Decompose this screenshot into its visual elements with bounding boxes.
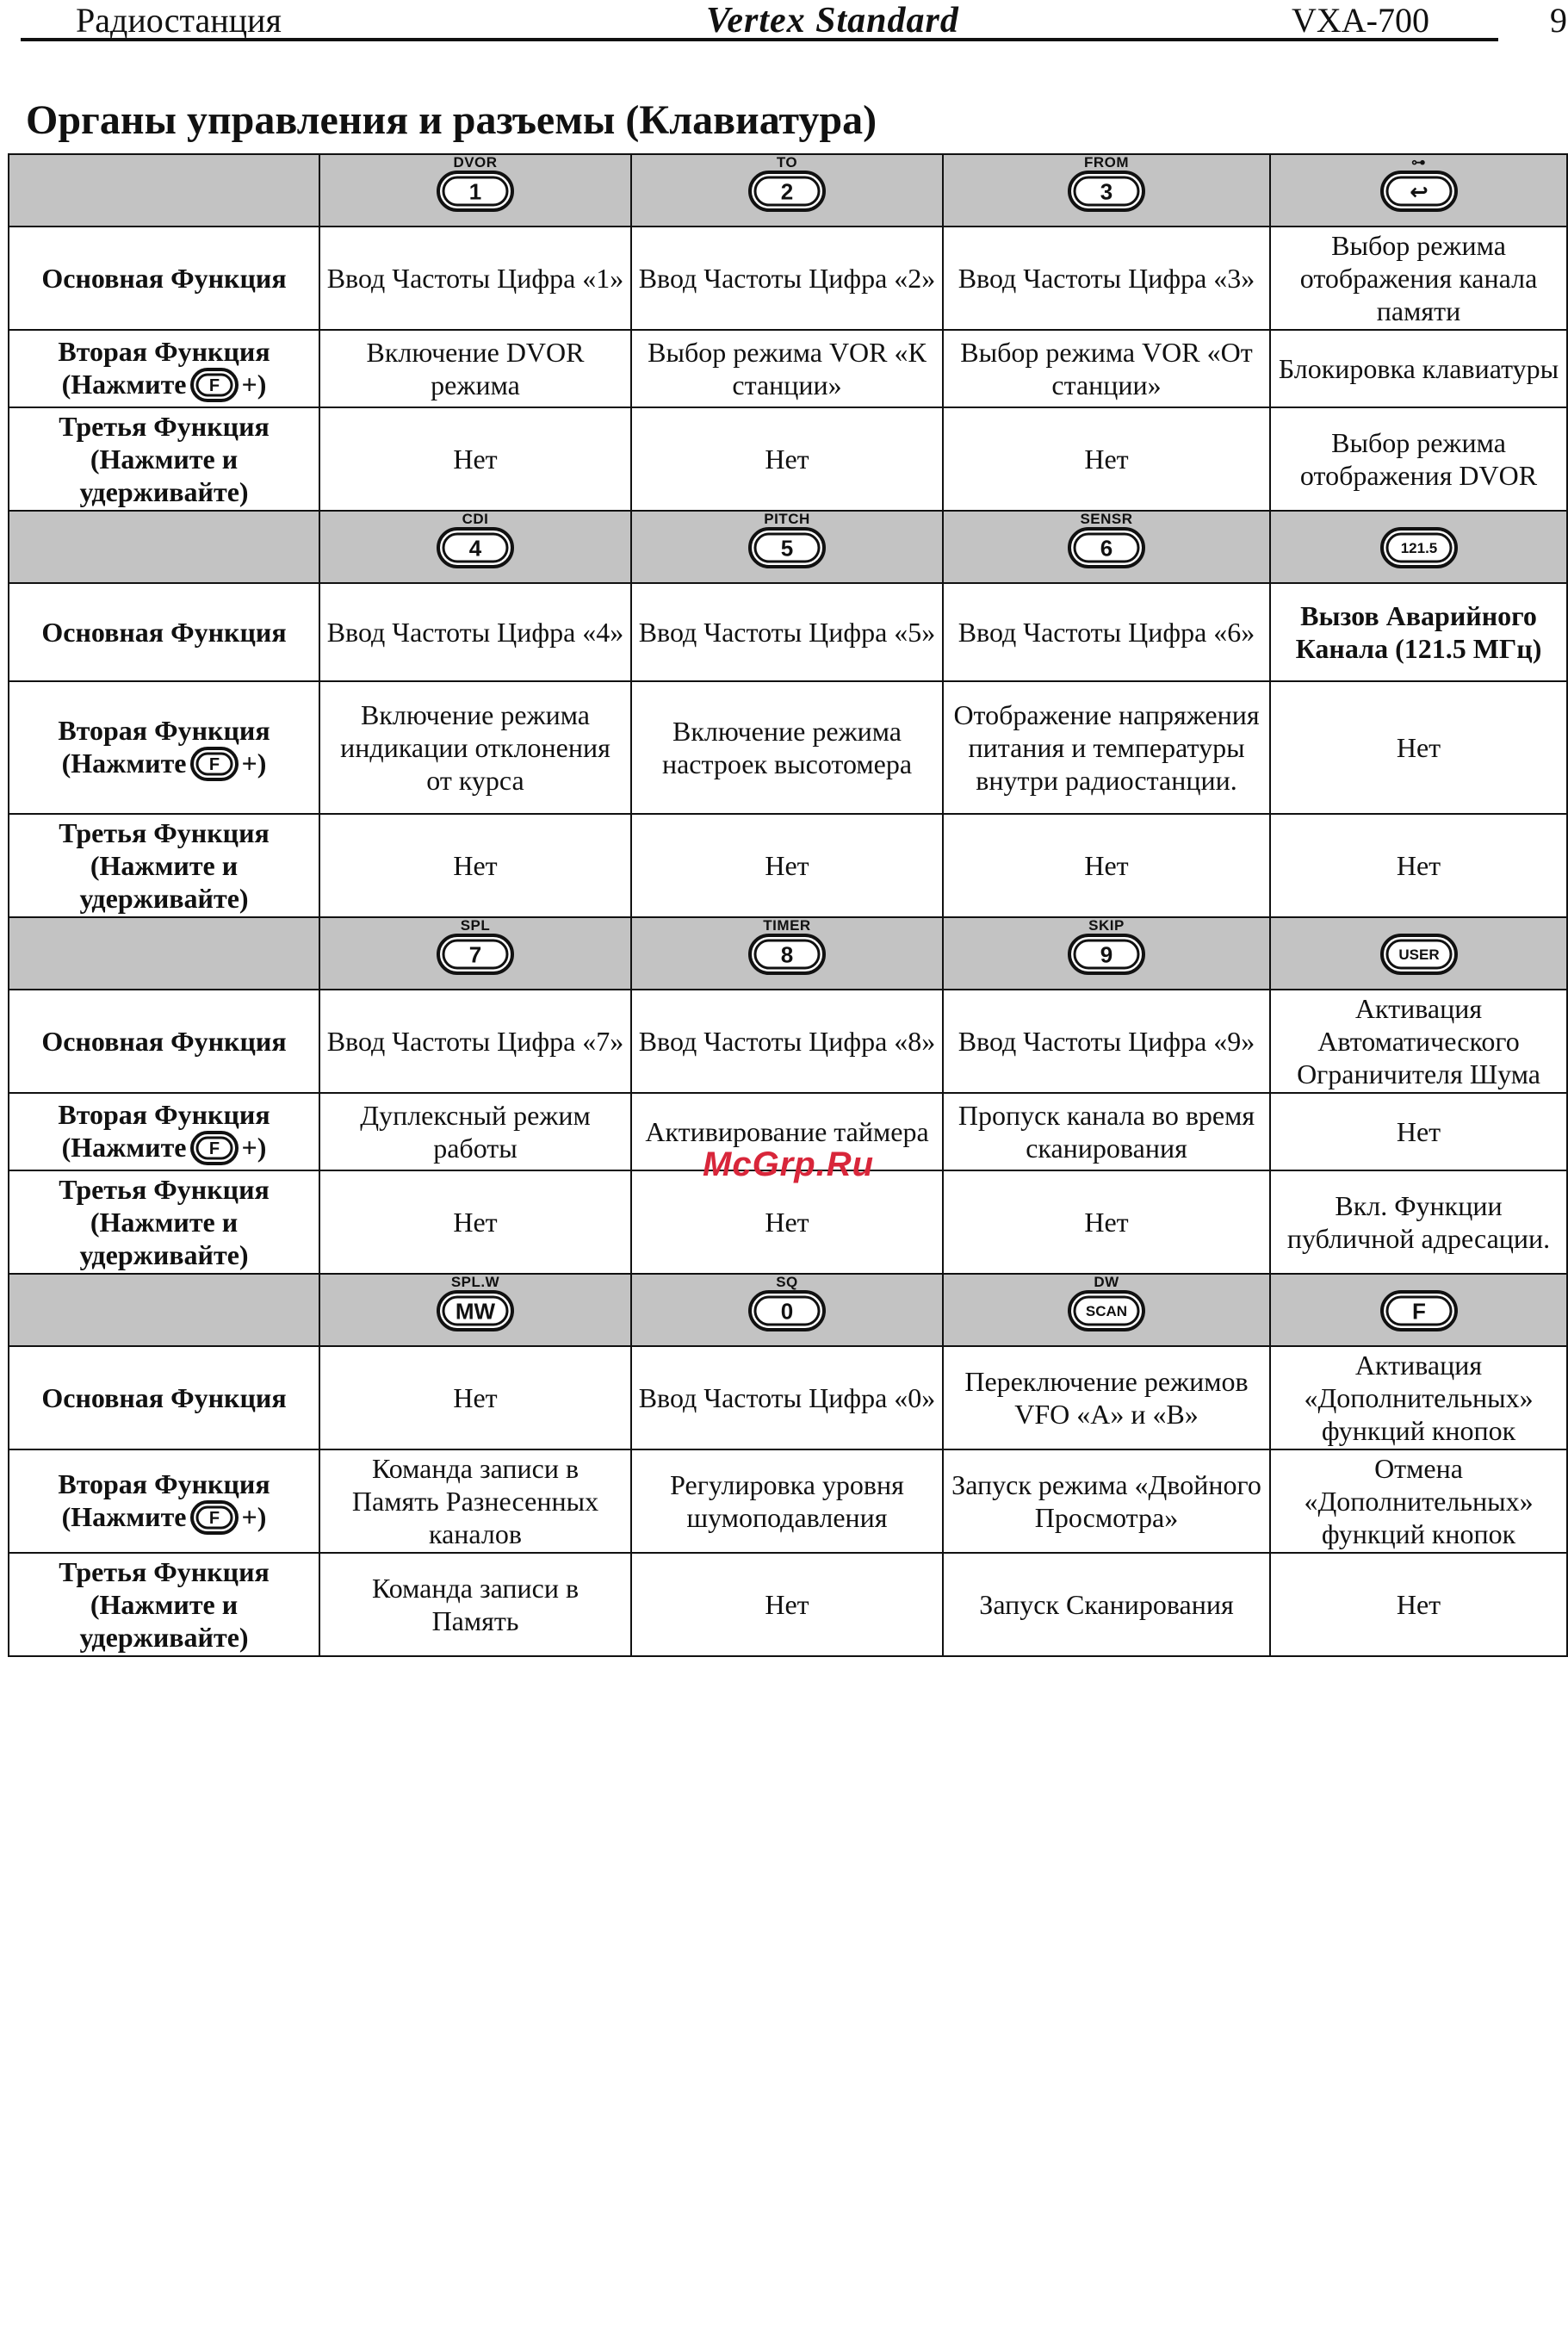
key-secondary-label: ⊶ xyxy=(1410,154,1427,171)
key-secondary-label: TO xyxy=(776,154,798,171)
key-secondary-label: SKIP xyxy=(1088,917,1125,934)
row-label-third-hold: удерживайте) xyxy=(79,1239,249,1270)
row-label-plus-text: +) xyxy=(241,1501,267,1533)
main-function-cell: Ввод Частоты Цифра «1» xyxy=(319,227,631,330)
main-function-cell: Ввод Частоты Цифра «8» xyxy=(631,990,943,1093)
keycap-shape xyxy=(1380,171,1458,212)
third-function-cell: Нет xyxy=(631,814,943,917)
keycap-label: MW xyxy=(455,1298,496,1325)
keycap-label: F xyxy=(208,1139,220,1159)
main-function-cell: Ввод Частоты Цифра «0» xyxy=(631,1346,943,1449)
key-button-icon xyxy=(740,918,834,982)
row-label-second-press xyxy=(15,747,313,781)
key-button-icon xyxy=(1372,918,1466,982)
row-label-third-hold: удерживайте) xyxy=(79,476,249,507)
key-cell xyxy=(631,511,943,583)
row-label-third-press: (Нажмите и xyxy=(90,1207,239,1238)
key-secondary-label: DW xyxy=(1094,1274,1119,1290)
keycap-label: 0 xyxy=(780,1298,794,1325)
key-button-icon xyxy=(1059,155,1154,219)
key-button-icon xyxy=(1059,512,1154,575)
main-function-cell: Нет xyxy=(319,1346,631,1449)
f-key-icon xyxy=(190,1131,239,1165)
keycap-shape xyxy=(437,1290,514,1331)
keycap-shape xyxy=(1068,527,1145,568)
key-button-icon xyxy=(428,1275,523,1338)
row-label-second-title: Вторая Функция xyxy=(58,1099,270,1131)
third-function-cell: Нет xyxy=(319,407,631,511)
key-button-icon xyxy=(1059,1275,1154,1338)
third-function-cell: Нет xyxy=(631,1553,943,1656)
keycap-label: 121.5 xyxy=(1400,540,1437,557)
main-function-cell: Ввод Частоты Цифра «6» xyxy=(943,583,1270,681)
key-button-icon xyxy=(428,512,523,575)
keycap-shape xyxy=(190,747,239,781)
row-label-second xyxy=(9,681,319,814)
key-header-blank xyxy=(9,511,319,583)
key-secondary-label: CDI xyxy=(462,511,489,527)
key-cell xyxy=(1270,917,1567,990)
keycap-shape xyxy=(748,934,826,975)
key-cell xyxy=(1270,511,1567,583)
row-label-plus-text: +) xyxy=(241,1132,267,1164)
key-cell xyxy=(319,1274,631,1346)
row-label-third xyxy=(9,814,319,917)
header-brand: Vertex Standard xyxy=(706,1,959,40)
row-label-third-press: (Нажмите и xyxy=(90,444,239,475)
row-label-second-press xyxy=(15,1500,313,1535)
key-cell xyxy=(943,511,1270,583)
keycap-label: 4 xyxy=(468,535,482,562)
row-label-second-press xyxy=(15,368,313,402)
keycap-label: 2 xyxy=(780,178,794,205)
key-header-row xyxy=(9,154,1567,227)
third-function-cell: Нет xyxy=(943,814,1270,917)
row-label-main: Основная Функция xyxy=(9,583,319,681)
keycap-label: F xyxy=(1411,1298,1426,1325)
third-function-cell: Нет xyxy=(943,1170,1270,1274)
keycap-shape xyxy=(190,368,239,402)
key-secondary-label: FROM xyxy=(1083,154,1130,171)
keycap-shape xyxy=(748,1290,826,1331)
second-function-cell: Нет xyxy=(1270,1093,1567,1170)
row-label-third-hold: удерживайте) xyxy=(79,1622,249,1653)
main-function-cell: Ввод Частоты Цифра «9» xyxy=(943,990,1270,1093)
main-function-cell: Вызов Аварийного Канала (121.5 МГц) xyxy=(1270,583,1567,681)
main-function-cell: Переключение режимов VFO «A» и «B» xyxy=(943,1346,1270,1449)
key-button-icon xyxy=(428,918,523,982)
main-function-cell: Ввод Частоты Цифра «4» xyxy=(319,583,631,681)
page-number: 9 xyxy=(1550,1,1567,40)
row-label-second-title: Вторая Функция xyxy=(58,1468,270,1500)
third-function-row xyxy=(9,1170,1567,1274)
third-function-cell: Нет xyxy=(1270,1553,1567,1656)
third-function-cell: Нет xyxy=(319,814,631,917)
keycap-label: F xyxy=(208,1509,220,1529)
f-key-icon xyxy=(190,1500,239,1535)
page-header xyxy=(21,0,1567,41)
main-function-cell: Ввод Частоты Цифра «2» xyxy=(631,227,943,330)
keycap-label: F xyxy=(208,376,220,396)
key-button-icon xyxy=(1372,1275,1466,1338)
third-function-row xyxy=(9,407,1567,511)
keycap-shape xyxy=(748,171,826,212)
row-label-plus-text: +) xyxy=(241,369,267,400)
row-label-plus-text: +) xyxy=(241,748,267,779)
row-label-main: Основная Функция xyxy=(9,1346,319,1449)
row-label-press-text: (Нажмите xyxy=(61,1132,187,1164)
key-cell xyxy=(1270,1274,1567,1346)
main-function-cell: Ввод Частоты Цифра «7» xyxy=(319,990,631,1093)
keycap-shape xyxy=(1068,934,1145,975)
key-cell xyxy=(943,917,1270,990)
main-function-cell: Ввод Частоты Цифра «5» xyxy=(631,583,943,681)
second-function-row xyxy=(9,330,1567,407)
key-button-icon xyxy=(1372,155,1466,219)
key-header-blank xyxy=(9,1274,319,1346)
main-function-row xyxy=(9,227,1567,330)
second-function-row xyxy=(9,1449,1567,1553)
row-label-third-title: Третья Функция xyxy=(59,817,270,848)
row-label-second xyxy=(9,1449,319,1553)
key-header-row xyxy=(9,1274,1567,1346)
second-function-cell: Выбор режима VOR «От станции» xyxy=(943,330,1270,407)
keycap-shape xyxy=(437,934,514,975)
keycap-label: 9 xyxy=(1100,941,1113,968)
key-header-row xyxy=(9,511,1567,583)
second-function-cell: Пропуск канала во время сканирования xyxy=(943,1093,1270,1170)
keycap-shape xyxy=(1380,527,1458,568)
third-function-cell: Нет xyxy=(631,407,943,511)
key-button-icon xyxy=(428,155,523,219)
keypad-functions-table xyxy=(8,153,1568,1657)
row-label-second xyxy=(9,330,319,407)
second-function-cell: Включение DVOR режима xyxy=(319,330,631,407)
key-button-icon xyxy=(740,155,834,219)
second-function-cell: Включение режима индикации отклонения от курса xyxy=(319,681,631,814)
header-model: VXA-700 xyxy=(1292,1,1429,40)
row-label-second-title: Вторая Функция xyxy=(58,336,270,368)
keycap-label: ↩ xyxy=(1409,178,1429,205)
row-label-third-title: Третья Функция xyxy=(59,411,270,442)
keycap-label: 8 xyxy=(780,941,794,968)
row-label-third-title: Третья Функция xyxy=(59,1556,270,1587)
f-key-icon xyxy=(190,368,239,402)
main-function-row xyxy=(9,1346,1567,1449)
second-function-cell: Нет xyxy=(1270,681,1567,814)
key-cell xyxy=(631,1274,943,1346)
keycap-shape xyxy=(1380,1290,1458,1331)
second-function-cell: Дуплексный режим работы xyxy=(319,1093,631,1170)
keycap-shape xyxy=(1380,934,1458,975)
row-label-third-hold: удерживайте) xyxy=(79,883,249,914)
second-function-cell: Регулировка уровня шумоподавления xyxy=(631,1449,943,1553)
f-key-icon xyxy=(190,747,239,781)
keycap-label: 1 xyxy=(468,178,482,205)
keycap-label: USER xyxy=(1398,947,1440,964)
key-header-blank xyxy=(9,154,319,227)
main-function-cell: Активация Автоматического Ограничителя Шума xyxy=(1270,990,1567,1093)
keycap-shape xyxy=(437,171,514,212)
key-header-blank xyxy=(9,917,319,990)
keycap-label: 7 xyxy=(468,941,482,968)
keycap-shape xyxy=(190,1500,239,1535)
second-function-cell: Включение режима настроек высотомера xyxy=(631,681,943,814)
row-label-second xyxy=(9,1093,319,1170)
keycap-label: 5 xyxy=(780,535,794,562)
second-function-cell: Отмена «Дополнительных» функций кнопок xyxy=(1270,1449,1567,1553)
keycap-shape xyxy=(437,527,514,568)
key-button-icon xyxy=(1059,918,1154,982)
keycap-shape xyxy=(748,527,826,568)
page-title: Органы управления и разъемы (Клавиатура) xyxy=(26,97,877,143)
watermark: McGrp.Ru xyxy=(703,1145,875,1183)
main-function-cell: Ввод Частоты Цифра «3» xyxy=(943,227,1270,330)
second-function-cell: Отображение напряжения питания и температуры внутри радиостанции. xyxy=(943,681,1270,814)
keycap-label: 3 xyxy=(1100,178,1113,205)
key-cell xyxy=(631,154,943,227)
row-label-third-press: (Нажмите и xyxy=(90,1589,239,1620)
keycap-label: 6 xyxy=(1100,535,1113,562)
row-label-second-press xyxy=(15,1131,313,1165)
key-secondary-label: SQ xyxy=(776,1274,798,1290)
third-function-cell: Вкл. Функции публичной адресации. xyxy=(1270,1170,1567,1274)
key-secondary-label: SPL.W xyxy=(450,1274,500,1290)
third-function-cell: Нет xyxy=(1270,814,1567,917)
third-function-cell: Выбор режима отображения DVOR xyxy=(1270,407,1567,511)
keycap-shape xyxy=(1068,171,1145,212)
keycap-label: F xyxy=(208,755,220,775)
third-function-cell: Нет xyxy=(631,1170,943,1274)
key-secondary-label: TIMER xyxy=(763,917,811,934)
row-label-main: Основная Функция xyxy=(9,227,319,330)
third-function-cell: Нет xyxy=(943,407,1270,511)
key-button-icon xyxy=(1372,512,1466,575)
key-button-icon xyxy=(740,512,834,575)
third-function-row xyxy=(9,1553,1567,1656)
header-left-text: Радиостанция xyxy=(76,1,282,40)
row-label-third xyxy=(9,1553,319,1656)
key-cell xyxy=(631,917,943,990)
key-cell xyxy=(319,511,631,583)
row-label-third-press: (Нажмите и xyxy=(90,850,239,881)
key-secondary-label: DVOR xyxy=(453,154,498,171)
second-function-cell: Запуск режима «Двойного Просмотра» xyxy=(943,1449,1270,1553)
third-function-cell: Команда записи в Память xyxy=(319,1553,631,1656)
key-cell xyxy=(943,1274,1270,1346)
keycap-shape xyxy=(190,1131,239,1165)
key-secondary-label: SPL xyxy=(460,917,491,934)
row-label-third xyxy=(9,407,319,511)
main-function-row xyxy=(9,583,1567,681)
row-label-main: Основная Функция xyxy=(9,990,319,1093)
key-secondary-label: PITCH xyxy=(764,511,810,527)
keycap-label: SCAN xyxy=(1085,1303,1128,1320)
row-label-second-title: Вторая Функция xyxy=(58,715,270,747)
key-cell xyxy=(943,154,1270,227)
second-function-cell: Активирование таймера xyxy=(631,1093,943,1170)
row-label-press-text: (Нажмите xyxy=(61,369,187,400)
main-function-cell: Активация «Дополнительных» функций кнопок xyxy=(1270,1346,1567,1449)
key-header-row xyxy=(9,917,1567,990)
row-label-press-text: (Нажмите xyxy=(61,1501,187,1533)
row-label-third-title: Третья Функция xyxy=(59,1174,270,1205)
third-function-cell: Запуск Сканирования xyxy=(943,1553,1270,1656)
row-label-press-text: (Нажмите xyxy=(61,748,187,779)
third-function-cell: Нет xyxy=(319,1170,631,1274)
row-label-third xyxy=(9,1170,319,1274)
main-function-row xyxy=(9,990,1567,1093)
key-cell xyxy=(319,154,631,227)
keycap-shape xyxy=(1068,1290,1145,1331)
key-secondary-label: SENSR xyxy=(1080,511,1133,527)
second-function-cell: Блокировка клавиатуры xyxy=(1270,330,1567,407)
key-button-icon xyxy=(740,1275,834,1338)
third-function-row xyxy=(9,814,1567,917)
second-function-cell: Команда записи в Память Разнесенных каналов xyxy=(319,1449,631,1553)
key-cell xyxy=(1270,154,1567,227)
key-cell xyxy=(319,917,631,990)
main-function-cell: Выбор режима отображения канала памяти xyxy=(1270,227,1567,330)
second-function-cell: Выбор режима VOR «К станции» xyxy=(631,330,943,407)
second-function-row xyxy=(9,681,1567,814)
